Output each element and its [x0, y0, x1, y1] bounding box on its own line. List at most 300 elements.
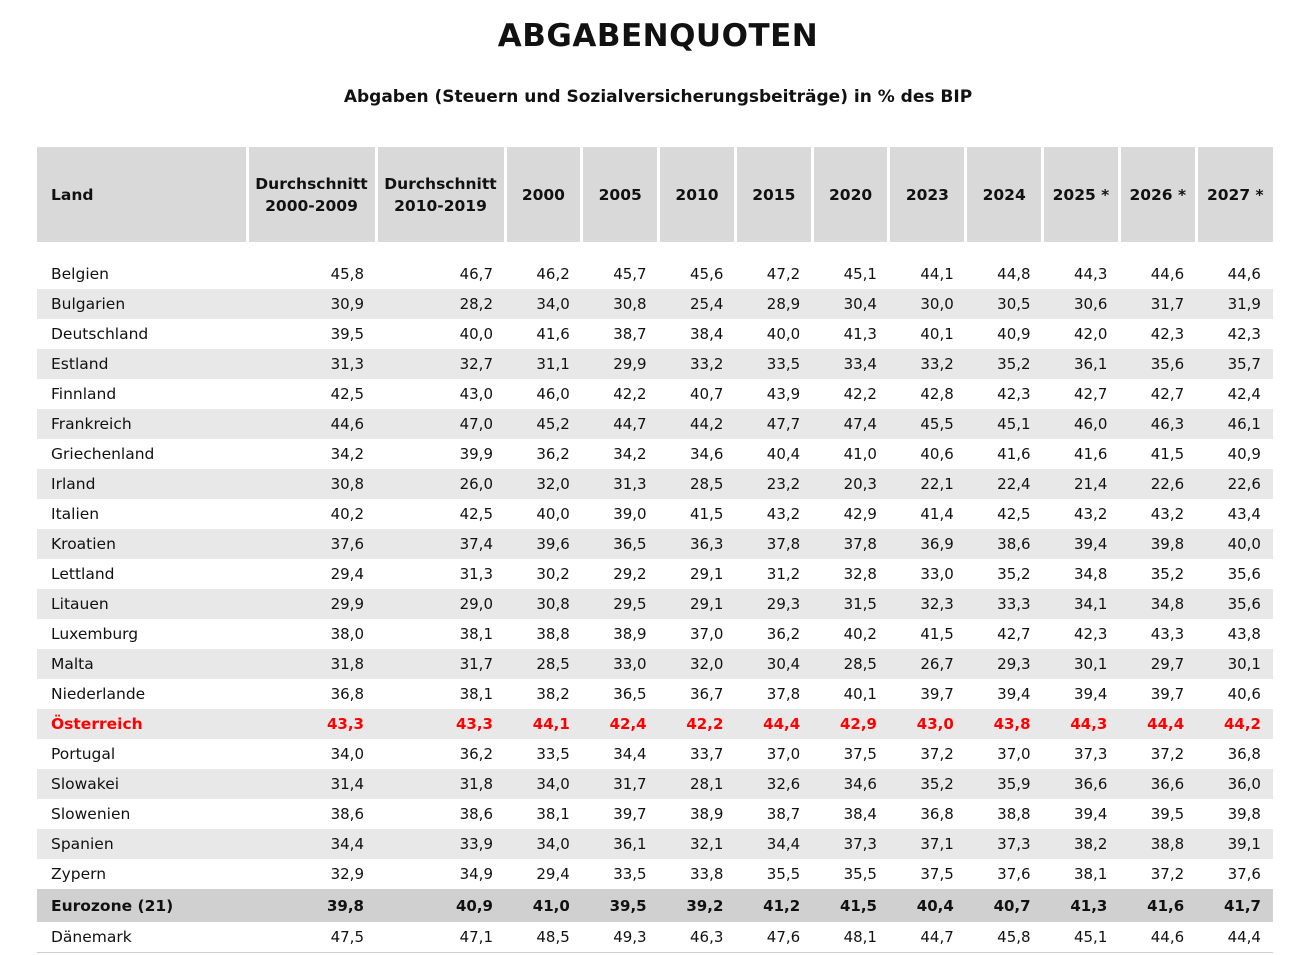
value-cell: 34,0: [505, 769, 582, 799]
value-cell: 45,5: [889, 409, 966, 439]
value-cell: 37,3: [1073, 745, 1108, 763]
value-cell: 41,2: [735, 889, 812, 922]
value-cell: 39,8: [1119, 529, 1196, 559]
value-cell: 41,0: [505, 889, 582, 922]
value-cell: 28,5: [505, 649, 582, 679]
value-cell: 37,3: [812, 829, 889, 859]
value-cell: 35,2: [966, 349, 1043, 379]
value-cell: 45,7: [613, 265, 647, 283]
value-cell: 38,9: [689, 805, 724, 823]
value-cell: 33,4: [812, 349, 889, 379]
value-cell: 38,7: [613, 325, 647, 343]
value-cell: 47,5: [247, 922, 376, 953]
value-cell: 36,9: [889, 529, 966, 559]
value-cell: 32,3: [889, 589, 966, 619]
value-cell: 36,5: [613, 685, 647, 703]
value-cell: 38,8: [1119, 829, 1196, 859]
value-cell: 43,0: [459, 385, 493, 403]
value-cell: 39,4: [997, 685, 1031, 703]
value-cell: 22,1: [889, 469, 966, 499]
value-cell: 28,9: [735, 289, 812, 319]
value-cell: 34,0: [505, 829, 582, 859]
value-cell: 33,5: [735, 349, 812, 379]
value-cell: 47,6: [735, 922, 812, 953]
value-cell: 39,0: [613, 505, 647, 523]
value-cell: 29,3: [735, 589, 812, 619]
value-cell: 38,4: [843, 805, 877, 823]
value-cell: 34,8: [1073, 565, 1108, 583]
value-cell: 46,1: [1196, 409, 1273, 439]
value-cell: 31,9: [1196, 289, 1273, 319]
value-cell: 23,2: [735, 469, 812, 499]
value-cell: 33,0: [920, 565, 954, 583]
value-cell: 30,1: [1196, 649, 1273, 679]
value-cell: 45,6: [689, 265, 724, 283]
value-cell: 40,7: [966, 889, 1043, 922]
value-cell: 34,2: [613, 445, 647, 463]
value-cell: 38,7: [766, 805, 801, 823]
value-cell: 37,8: [766, 685, 801, 703]
spacer-row: [37, 242, 1273, 259]
value-cell: 39,1: [1196, 829, 1273, 859]
value-cell: 44,4: [1119, 709, 1196, 739]
country-name: Österreich: [37, 709, 247, 739]
value-cell: 37,0: [766, 745, 801, 763]
spacer-cell: [37, 242, 1273, 259]
value-cell: 37,6: [247, 529, 376, 559]
value-cell: 44,7: [889, 922, 966, 953]
value-cell: 30,8: [582, 289, 659, 319]
table-row: [37, 439, 1273, 469]
value-cell: 33,3: [966, 589, 1043, 619]
value-cell: 41,3: [1043, 889, 1120, 922]
value-cell: 38,9: [613, 625, 647, 643]
value-cell: 22,6: [1196, 469, 1273, 499]
value-cell: 32,0: [659, 649, 736, 679]
value-cell: 44,8: [997, 265, 1031, 283]
value-cell: 34,6: [812, 769, 889, 799]
value-cell: 42,3: [1073, 625, 1108, 643]
value-cell: 30,2: [536, 565, 570, 583]
value-cell: 40,1: [920, 325, 954, 343]
value-cell: 36,5: [582, 529, 659, 559]
value-cell: 38,1: [459, 685, 493, 703]
value-cell: 39,4: [1073, 685, 1108, 703]
value-cell: 45,8: [966, 922, 1043, 953]
table-row: [37, 739, 1273, 769]
value-cell: 38,1: [1073, 865, 1108, 883]
value-cell: 36,8: [1227, 745, 1261, 763]
value-cell: 38,1: [459, 625, 493, 643]
value-cell: 35,6: [1227, 565, 1261, 583]
value-cell: 43,4: [1227, 505, 1261, 523]
value-cell: 39,7: [613, 805, 647, 823]
value-cell: 43,8: [966, 709, 1043, 739]
value-cell: 41,6: [536, 325, 570, 343]
value-cell: 38,6: [966, 529, 1043, 559]
value-cell: 39,7: [1150, 685, 1185, 703]
country-name: Finnland: [51, 385, 117, 403]
value-cell: 44,1: [920, 265, 954, 283]
value-cell: 40,0: [1196, 529, 1273, 559]
table-row: [37, 889, 1273, 922]
value-cell: 33,0: [582, 649, 659, 679]
country-name: Malta: [37, 649, 247, 679]
value-cell: 43,3: [247, 709, 376, 739]
value-cell: 38,2: [536, 685, 570, 703]
value-cell: 37,0: [689, 625, 724, 643]
country-name: Irland: [37, 469, 247, 499]
column-header-year: 2015: [735, 147, 812, 242]
value-cell: 33,5: [613, 865, 647, 883]
value-cell: 36,8: [920, 805, 954, 823]
value-cell: 42,9: [812, 709, 889, 739]
value-cell: 40,0: [766, 325, 801, 343]
header-line: 2010-2019: [394, 196, 487, 215]
header-line: 2000-2009: [265, 196, 358, 215]
table-row: [37, 529, 1273, 559]
value-cell: 41,6: [1073, 445, 1108, 463]
value-cell: 31,3: [459, 565, 493, 583]
value-cell: 36,2: [536, 445, 570, 463]
value-cell: 39,8: [1227, 805, 1261, 823]
table-row: [37, 469, 1273, 499]
value-cell: 41,5: [812, 889, 889, 922]
value-cell: 44,4: [1196, 922, 1273, 953]
value-cell: 38,8: [997, 805, 1031, 823]
value-cell: 41,4: [920, 505, 954, 523]
value-cell: 29,4: [330, 565, 364, 583]
value-cell: 42,3: [1227, 325, 1261, 343]
value-cell: 21,4: [1043, 469, 1120, 499]
value-cell: 31,4: [247, 769, 376, 799]
column-header-year: 2020: [812, 147, 889, 242]
value-cell: 42,0: [1073, 325, 1108, 343]
column-header-year: 2000: [505, 147, 582, 242]
value-cell: 20,3: [812, 469, 889, 499]
value-cell: 37,6: [997, 865, 1031, 883]
table-row: [37, 619, 1273, 649]
value-cell: 31,5: [812, 589, 889, 619]
value-cell: 22,4: [966, 469, 1043, 499]
value-cell: 41,0: [843, 445, 877, 463]
value-cell: 34,8: [1119, 589, 1196, 619]
column-header-year: 2010: [659, 147, 736, 242]
country-name: Estland: [37, 349, 247, 379]
tax-ratio-table: [37, 147, 1273, 953]
value-cell: 32,8: [843, 565, 877, 583]
value-cell: 42,2: [613, 385, 647, 403]
value-cell: 39,5: [582, 889, 659, 922]
value-cell: 39,9: [459, 445, 493, 463]
value-cell: 38,1: [536, 805, 570, 823]
value-cell: 39,2: [659, 889, 736, 922]
value-cell: 33,9: [376, 829, 505, 859]
value-cell: 42,5: [459, 505, 493, 523]
value-cell: 35,2: [889, 769, 966, 799]
value-cell: 40,9: [376, 889, 505, 922]
table-row: [37, 499, 1273, 529]
value-cell: 37,1: [889, 829, 966, 859]
value-cell: 35,5: [766, 865, 801, 883]
value-cell: 42,8: [920, 385, 954, 403]
value-cell: 33,2: [889, 349, 966, 379]
value-cell: 37,4: [376, 529, 505, 559]
value-cell: 43,0: [889, 709, 966, 739]
column-header-year: 2026 *: [1119, 147, 1196, 242]
value-cell: 30,1: [1043, 649, 1120, 679]
column-header-avg-2000-2009: [247, 147, 376, 242]
value-cell: 42,3: [1150, 325, 1185, 343]
column-header-land: Land: [37, 147, 247, 242]
value-cell: 36,2: [459, 745, 493, 763]
value-cell: 41,6: [997, 445, 1031, 463]
country-name: Slowakei: [37, 769, 247, 799]
table-row: [37, 799, 1273, 829]
value-cell: 35,9: [966, 769, 1043, 799]
value-cell: 48,5: [505, 922, 582, 953]
value-cell: 42,2: [843, 385, 877, 403]
value-cell: 26,7: [889, 649, 966, 679]
value-cell: 34,6: [689, 445, 724, 463]
value-cell: 39,5: [1150, 805, 1185, 823]
value-cell: 31,7: [1119, 289, 1196, 319]
value-cell: 22,6: [1119, 469, 1196, 499]
value-cell: 32,9: [330, 865, 364, 883]
value-cell: 42,7: [1073, 385, 1108, 403]
table-row: [37, 289, 1273, 319]
value-cell: 46,7: [459, 265, 493, 283]
value-cell: 32,0: [505, 469, 582, 499]
value-cell: 37,0: [997, 745, 1031, 763]
value-cell: 34,1: [1043, 589, 1120, 619]
value-cell: 35,5: [843, 865, 877, 883]
page-subtitle: Abgaben (Steuern und Sozialversicherungsbeiträge) in % des BIP: [343, 87, 973, 107]
value-cell: 44,4: [735, 709, 812, 739]
table-row: [37, 259, 1273, 289]
value-cell: 31,3: [247, 349, 376, 379]
value-cell: 40,4: [766, 445, 801, 463]
value-cell: 42,4: [582, 709, 659, 739]
value-cell: 43,3: [1150, 625, 1185, 643]
value-cell: 36,8: [330, 685, 364, 703]
value-cell: 44,6: [1150, 265, 1185, 283]
value-cell: 34,2: [330, 445, 364, 463]
value-cell: 29,2: [613, 565, 647, 583]
value-cell: 42,3: [997, 385, 1031, 403]
value-cell: 37,8: [735, 529, 812, 559]
value-cell: 39,7: [920, 685, 954, 703]
value-cell: 45,8: [330, 265, 364, 283]
value-cell: 41,6: [1119, 889, 1196, 922]
country-name: Dänemark: [37, 922, 247, 953]
value-cell: 26,0: [376, 469, 505, 499]
value-cell: 29,5: [582, 589, 659, 619]
value-cell: 47,1: [376, 922, 505, 953]
value-cell: 31,7: [376, 649, 505, 679]
value-cell: 29,7: [1119, 649, 1196, 679]
table-row: [37, 922, 1273, 953]
value-cell: 38,2: [1043, 829, 1120, 859]
table-row: [37, 769, 1273, 799]
value-cell: 44,2: [659, 409, 736, 439]
value-cell: 32,7: [376, 349, 505, 379]
value-cell: 36,2: [766, 625, 801, 643]
value-cell: 30,9: [247, 289, 376, 319]
column-header-year: 2024: [966, 147, 1043, 242]
country-name: Italien: [51, 505, 100, 523]
value-cell: 31,8: [376, 769, 505, 799]
value-cell: 43,8: [1227, 625, 1261, 643]
column-header-year: 2027 *: [1196, 147, 1273, 242]
value-cell: 47,0: [376, 409, 505, 439]
country-name: Frankreich: [37, 409, 247, 439]
value-cell: 36,3: [659, 529, 736, 559]
value-cell: 39,4: [1073, 805, 1108, 823]
value-cell: 40,6: [1227, 685, 1261, 703]
value-cell: 29,0: [376, 589, 505, 619]
value-cell: 38,6: [330, 805, 364, 823]
table-row: [37, 679, 1273, 709]
value-cell: 28,5: [812, 649, 889, 679]
value-cell: 34,0: [505, 289, 582, 319]
value-cell: 40,4: [889, 889, 966, 922]
country-name: Slowenien: [51, 805, 131, 823]
value-cell: 44,6: [247, 409, 376, 439]
value-cell: 42,7: [1150, 385, 1185, 403]
value-cell: 40,2: [843, 625, 877, 643]
value-cell: 44,1: [505, 709, 582, 739]
table-row: [37, 379, 1273, 409]
value-cell: 40,9: [1227, 445, 1261, 463]
value-cell: 44,2: [1196, 709, 1273, 739]
value-cell: 37,2: [1150, 865, 1185, 883]
value-cell: 44,3: [1043, 709, 1120, 739]
value-cell: 34,0: [330, 745, 364, 763]
country-name: Portugal: [51, 745, 116, 763]
value-cell: 31,8: [247, 649, 376, 679]
value-cell: 33,7: [689, 745, 724, 763]
value-cell: 35,6: [1196, 589, 1273, 619]
value-cell: 29,4: [536, 865, 570, 883]
table-row: [37, 559, 1273, 589]
value-cell: 45,2: [505, 409, 582, 439]
value-cell: 32,6: [735, 769, 812, 799]
country-name: Lettland: [51, 565, 115, 583]
value-cell: 43,2: [1073, 505, 1108, 523]
value-cell: 30,5: [966, 289, 1043, 319]
value-cell: 36,6: [1119, 769, 1196, 799]
value-cell: 44,6: [1227, 265, 1261, 283]
value-cell: 35,2: [997, 565, 1031, 583]
header-line: Durchschnitt: [384, 174, 497, 193]
value-cell: 48,1: [812, 922, 889, 953]
table-header-row: [37, 147, 1273, 242]
value-cell: 29,3: [966, 649, 1043, 679]
column-header-year: 2025 *: [1043, 147, 1120, 242]
value-cell: 36,6: [1043, 769, 1120, 799]
value-cell: 37,5: [843, 745, 877, 763]
value-cell: 42,5: [997, 505, 1031, 523]
value-cell: 44,6: [1119, 922, 1196, 953]
value-cell: 35,2: [1150, 565, 1185, 583]
value-cell: 41,7: [1196, 889, 1273, 922]
country-name: Bulgarien: [37, 289, 247, 319]
value-cell: 29,9: [247, 589, 376, 619]
table-row: [37, 349, 1273, 379]
country-name: Kroatien: [37, 529, 247, 559]
table-row: [37, 649, 1273, 679]
country-name: Zypern: [51, 865, 107, 883]
value-cell: 34,4: [613, 745, 647, 763]
country-name: Eurozone (21): [37, 889, 247, 922]
value-cell: 30,6: [1043, 289, 1120, 319]
value-cell: 39,4: [1043, 529, 1120, 559]
table-body: [37, 242, 1273, 953]
value-cell: 46,2: [536, 265, 570, 283]
value-cell: 30,0: [889, 289, 966, 319]
value-cell: 40,7: [689, 385, 724, 403]
table-row: [37, 589, 1273, 619]
value-cell: 46,0: [1043, 409, 1120, 439]
value-cell: 38,8: [536, 625, 570, 643]
value-cell: 34,9: [459, 865, 493, 883]
value-cell: 33,2: [659, 349, 736, 379]
page-title: ABGABENQUOTEN: [497, 18, 819, 54]
value-cell: 44,7: [582, 409, 659, 439]
value-cell: 39,5: [330, 325, 364, 343]
value-cell: 46,0: [536, 385, 570, 403]
value-cell: 42,9: [843, 505, 877, 523]
value-cell: 35,7: [1196, 349, 1273, 379]
value-cell: 47,4: [812, 409, 889, 439]
value-cell: 41,3: [843, 325, 877, 343]
value-cell: 33,8: [689, 865, 724, 883]
country-name: Belgien: [51, 265, 109, 283]
table-row: [37, 709, 1273, 739]
value-cell: 40,9: [997, 325, 1031, 343]
country-name: Griechenland: [51, 445, 155, 463]
value-cell: 49,3: [582, 922, 659, 953]
value-cell: 30,8: [505, 589, 582, 619]
value-cell: 38,6: [459, 805, 493, 823]
value-cell: 29,1: [659, 589, 736, 619]
value-cell: 37,6: [1227, 865, 1261, 883]
value-cell: 40,1: [843, 685, 877, 703]
value-cell: 33,5: [536, 745, 570, 763]
value-cell: 31,7: [582, 769, 659, 799]
value-cell: 31,3: [582, 469, 659, 499]
value-cell: 41,5: [1150, 445, 1185, 463]
value-cell: 40,6: [920, 445, 954, 463]
value-cell: 46,3: [1119, 409, 1196, 439]
value-cell: 43,2: [766, 505, 801, 523]
value-cell: 43,3: [376, 709, 505, 739]
value-cell: 37,3: [966, 829, 1043, 859]
value-cell: 39,6: [505, 529, 582, 559]
country-name: Deutschland: [51, 325, 149, 343]
value-cell: 39,8: [247, 889, 376, 922]
country-name: Spanien: [37, 829, 247, 859]
country-name: Niederlande: [51, 685, 146, 703]
value-cell: 28,2: [376, 289, 505, 319]
column-header-avg-2010-2019: [376, 147, 505, 242]
value-cell: 40,0: [459, 325, 493, 343]
table-row: [37, 409, 1273, 439]
country-name: Litauen: [37, 589, 247, 619]
value-cell: 29,9: [582, 349, 659, 379]
value-cell: 36,1: [1043, 349, 1120, 379]
